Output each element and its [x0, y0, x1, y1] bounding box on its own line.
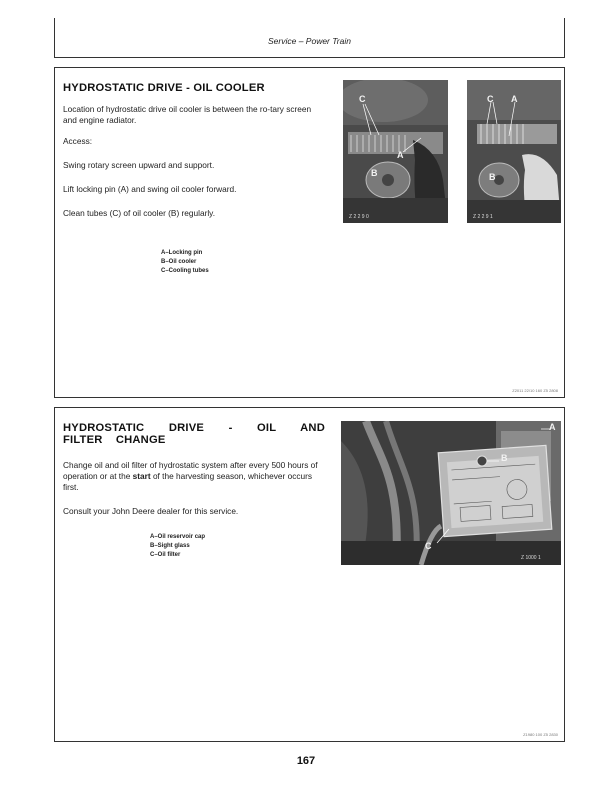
callout-label: C	[425, 541, 432, 551]
oil-cooler-photo-2	[467, 80, 561, 223]
section-title: HYDROSTATIC DRIVE - OIL AND FILTER CHANGE	[63, 422, 325, 446]
legend-item: B–Sight glass	[150, 543, 190, 549]
footer-code: Z1980 100 Z5 2830	[523, 732, 558, 737]
running-header: Service – Power Train	[268, 36, 351, 46]
legend-item: C–Cooling tubes	[161, 268, 209, 274]
section-title: HYDROSTATIC DRIVE - OIL COOLER	[63, 82, 265, 94]
paragraph: Location of hydrostatic drive oil cooler is between the ro-tary screen and engine radiator.	[63, 104, 312, 125]
section-oil-cooler	[54, 67, 565, 398]
photo-code: Z 2 2 9 1	[473, 214, 493, 220]
legend-item: B–Oil cooler	[161, 259, 197, 265]
oil-cooler-photo-1	[343, 80, 448, 223]
header-frame	[54, 18, 565, 58]
photo-code: Z 1000 1	[521, 555, 541, 561]
paragraph: Access:	[63, 136, 93, 146]
callout-label: A	[549, 422, 556, 432]
paragraph: Swing rotary screen upward and support.	[63, 160, 215, 170]
section-oil-filter-change	[54, 407, 565, 742]
paragraph: Clean tubes (C) of oil cooler (B) regularly.	[63, 208, 216, 218]
paragraph-text: of the harvesting season, whichever occurs first.	[63, 471, 313, 492]
callout-label: C	[487, 94, 494, 104]
callout-label: B	[371, 168, 378, 178]
callout-label: A	[511, 94, 518, 104]
legend-item: A–Oil reservoir cap	[150, 534, 206, 540]
paragraph-text: Change oil and oil filter of hydrostatic system after every 500 hours of operation or at the	[63, 460, 318, 481]
callout-label: A	[397, 150, 404, 160]
paragraph-emphasis: start	[132, 471, 151, 481]
photo-code: Z 2 2 9 0	[349, 214, 369, 220]
callout-label: C	[359, 94, 366, 104]
legend-list	[150, 533, 205, 560]
paragraph: Lift locking pin (A) and swing oil cooler forward.	[63, 184, 237, 194]
legend-item: A–Locking pin	[161, 250, 203, 256]
hydrostatic-system-photo	[341, 421, 561, 565]
page-number: 167	[296, 755, 316, 767]
legend-item: C–Oil filter	[150, 552, 181, 558]
paragraph	[63, 460, 325, 493]
callout-label: B	[501, 453, 508, 463]
footer-code: Z2011 22/10 160 Z5 2808	[512, 388, 558, 393]
paragraph: Consult your John Deere dealer for this service.	[63, 506, 239, 516]
legend-list	[161, 249, 209, 276]
callout-label: B	[489, 172, 496, 182]
